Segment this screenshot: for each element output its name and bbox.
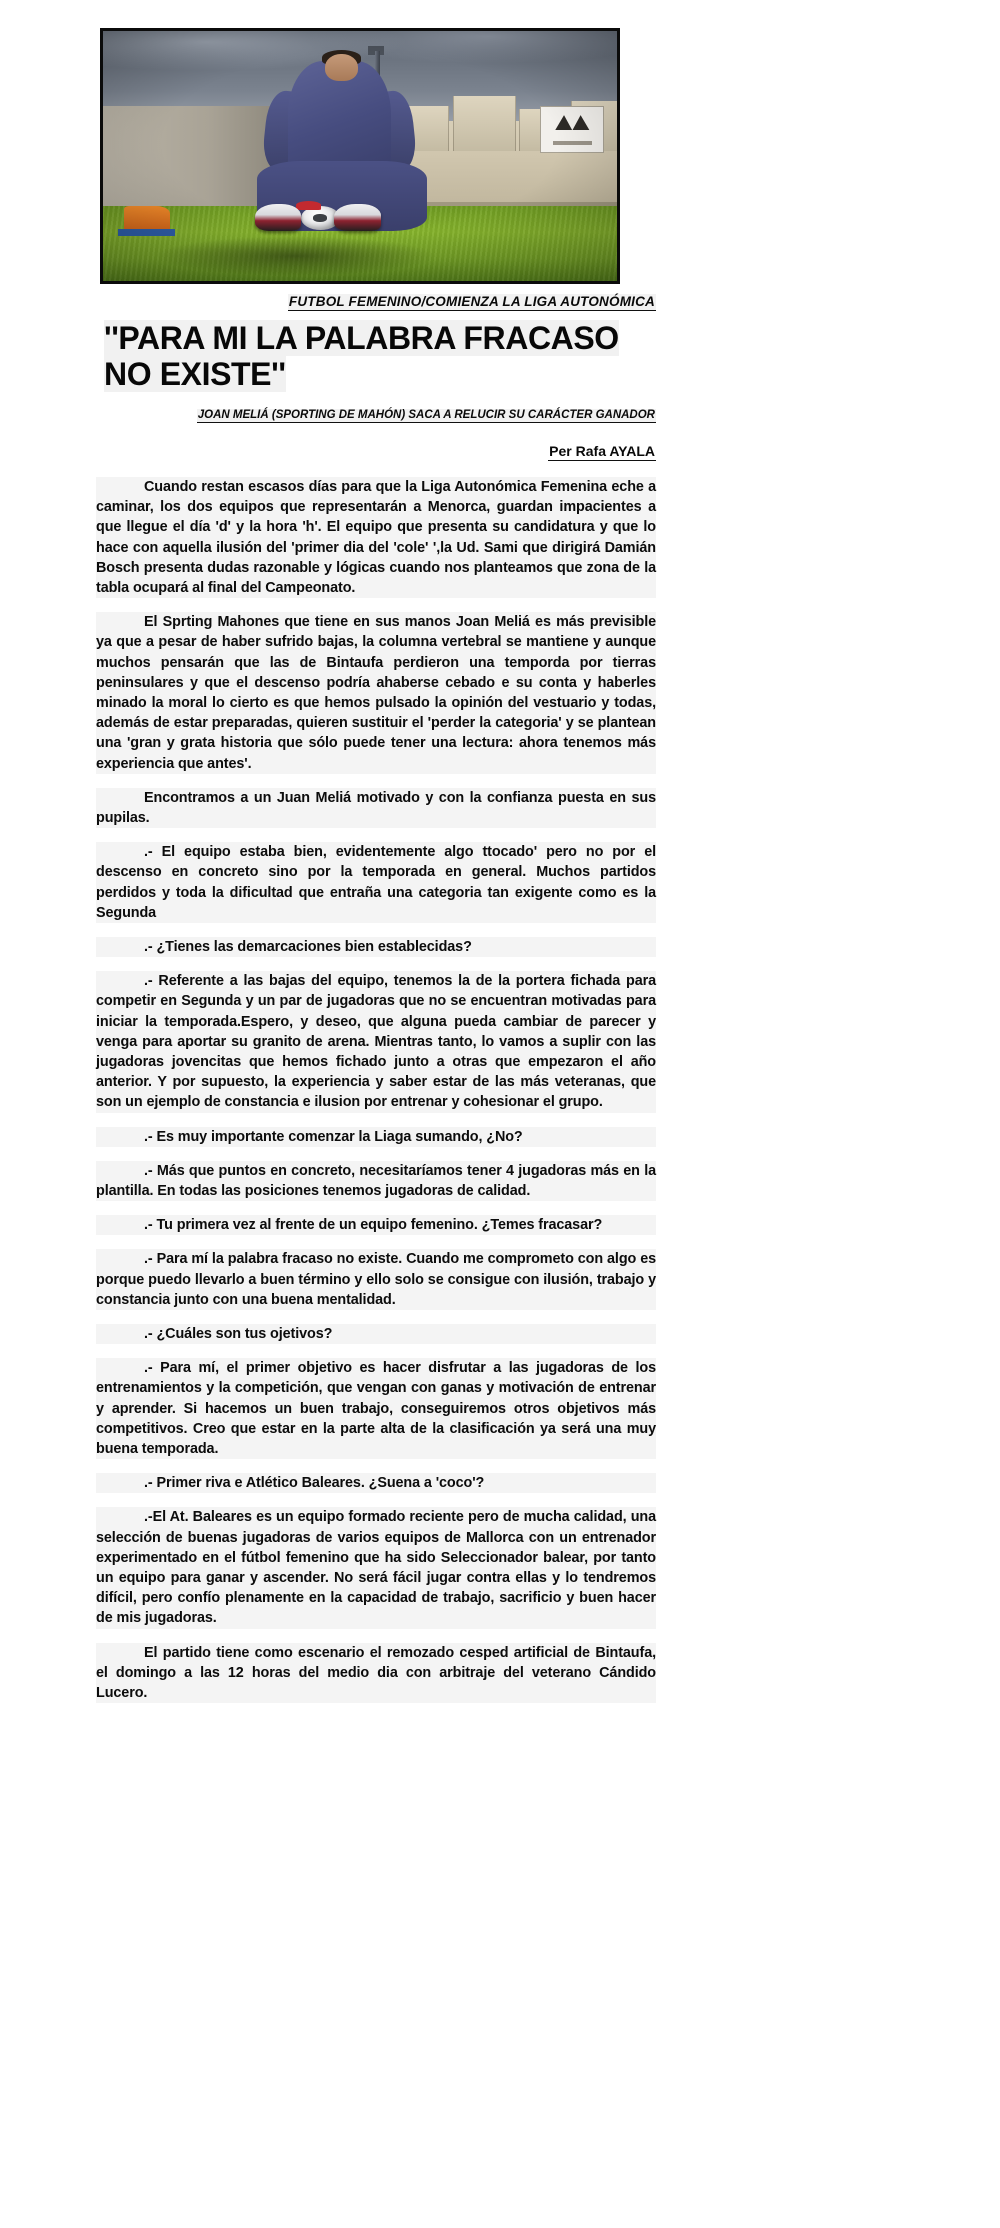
article-answer: .-El At. Baleares es un equipo formado reciente pero de mucha calidad, una selección de buenas jugadoras de varios equipos de Mallorca con un entrenador experimentado en el fútbol femenino que ha sido Seleccionador balear, por tanto un equipo para ganar y ascender. No será fácil jugar contra ellas y lo tendremos difícil, pero confío plenamente en la capacidad de trabajo, sacrificio y buen hacer de mis jugadoras. — [96, 1507, 656, 1628]
article-answer: .- El equipo estaba bien, evidentemente algo ttocado' pero no por el descenso en concreto sino por la temporada en general. Muchos partidos perdidos y toda la dificultad que entraña una categoria tan exigente como es la Segunda — [96, 842, 656, 923]
article-answer: .- Referente a las bajas del equipo, tenemos la de la portera fichada para competir en Segunda y un par de jugadoras que no se encuentran motivadas para iniciar la temporada.Espero, y deseo, que alguna pueda cambiar de parecer y venga para aportar su granito de arena. Mientras tanto, lo vamos a suplir con las jugadoras jovencitas que hemos fichado junto a otras que empezaron el año anterior. Y por supuesto, la experiencia y saber estar de las más veteranas, que son un ejemplo de constancia e ilusion por entrenar y cohesionar el grupo. — [96, 971, 656, 1112]
article-question: .- Tu primera vez al frente de un equipo femenino. ¿Temes fracasar? — [96, 1215, 656, 1235]
article-column — [96, 28, 656, 1703]
article-subhead — [96, 409, 656, 421]
article-kicker-text: FUTBOL FEMENINO/COMIENZA LA LIGA AUTONÓMICA — [288, 294, 655, 309]
photo-vignette — [103, 31, 617, 281]
article-kicker — [96, 294, 656, 310]
article-paragraph: Cuando restan escasos días para que la Liga Autonómica Femenina eche a caminar, los dos equipos que representarán a Menorca, guardan impacientes a que llegue el día 'd' y la hora 'h'. El equipo que presenta su candidatura y que lo hace con aquella ilusión del 'primer dia del 'cole' ',la Ud. Sami que dirigirá Damián Bosch presenta dudas razonable y lógicas cuando nos planteamos que zona de la tabla ocupará al final del Campeonato. — [96, 477, 656, 598]
article-question: .- ¿Cuáles son tus ojetivos? — [96, 1324, 656, 1344]
article-question: .- Primer riva e Atlético Baleares. ¿Suena a 'coco'? — [96, 1473, 656, 1493]
article-answer: .- Más que puntos en concreto, necesitaríamos tener 4 jugadoras más en la plantilla. En todas las posiciones tenemos jugadoras de calidad. — [96, 1161, 656, 1201]
article-paragraph: El partido tiene como escenario el remozado cesped artificial de Bintaufa, el domingo a las 12 horas del medio dia con arbitraje del veterano Cándido Lucero. — [96, 1643, 656, 1704]
article-body — [96, 477, 656, 1703]
headline-text: ''PARA MI LA PALABRA FRACASO NO EXISTE'' — [104, 320, 619, 393]
article-byline — [96, 443, 656, 459]
article-answer: .- Para mí la palabra fracaso no existe. Cuando me comprometo con algo es porque puedo llevarlo a buen término y ello solo se consigue con ilusión, trabajo y constancia junto con una buena mentalidad. — [96, 1249, 656, 1310]
page-title — [104, 320, 652, 393]
article-answer: .- Para mí, el primer objetivo es hacer disfrutar a las jugadoras de los entrenamientos y la competición, que vengan con ganas y motivación de entrenar y aprender. Si hacemos un buen trabajo, conseguiremos otros objetivos más competitivos. Creo que estar en la parte alta de la clasificación ya será una muy buena temporada. — [96, 1358, 656, 1459]
article-byline-text: Per Rafa AYALA — [549, 442, 655, 459]
photo-illustration — [103, 31, 617, 281]
article-question: .- Es muy importante comenzar la Liaga sumando, ¿No? — [96, 1127, 656, 1147]
article-photo — [100, 28, 620, 284]
article-paragraph: El Sprting Mahones que tiene en sus manos Joan Meliá es más previsible ya que a pesar de haber sufrido bajas, la columna vertebral se mantiene y aunque muchos pensarán que las de Bintaufa perdieron una temporda por tierras peninsulares y que el descenso podría ahaberse cebado e su conta y haberles minado la moral lo cierto es que hemos pulsado la opinión del vestuario y todas, además de estar preparadas, quieren sustituir el 'perder la categoria' y se plantean una 'gran y grata historia que sólo puede tener una lectura: ahora tenemos más experiencia que antes'. — [96, 612, 656, 774]
article-question: .- ¿Tienes las demarcaciones bien establecidas? — [96, 937, 656, 957]
article-paragraph: Encontramos a un Juan Meliá motivado y con la confianza puesta en sus pupilas. — [96, 788, 656, 828]
article-subhead-text: JOAN MELIÁ (SPORTING DE MAHÓN) SACA A RELUCIR SU CARÁCTER GANADOR — [197, 408, 655, 421]
